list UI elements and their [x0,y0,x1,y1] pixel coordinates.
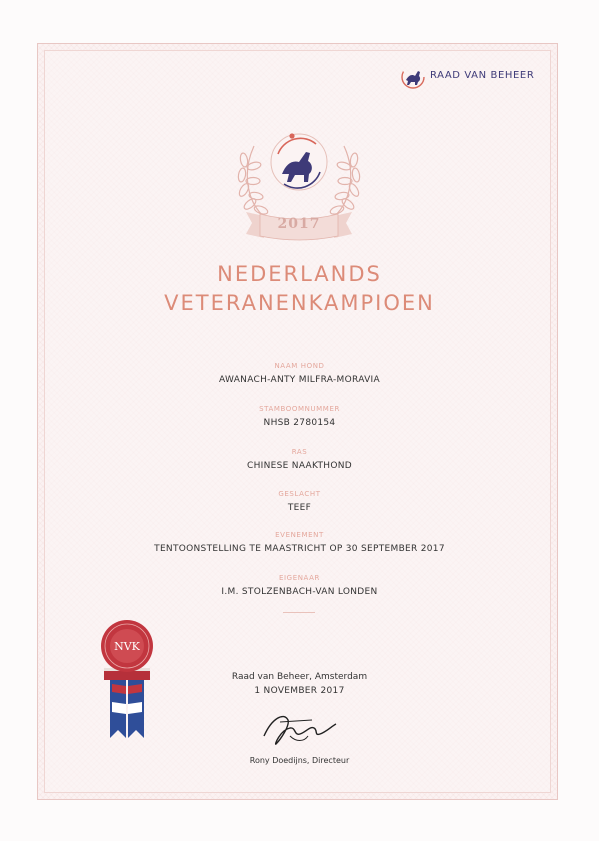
pedigree-number-value: NHSB 2780154 [263,418,336,428]
breed-label: RAS [291,448,308,456]
owner-value: I.M. STOLZENBACH-VAN LONDEN [221,587,378,597]
issue-date: 1 NOVEMBER 2017 [254,686,345,696]
award-year: 2017 [277,216,321,232]
nvk-rosette-seal [96,618,158,740]
pedigree-number-label: STAMBOOMNUMMER [259,405,340,413]
dog-name-label: NAAM HOND [274,362,325,370]
certificate-title-line-1: NEDERLANDS [217,262,382,286]
event-label: EVENEMENT [275,531,324,539]
director-signature [250,706,340,752]
event-value: TENTOONSTELLING TE MAASTRICHT OP 30 SEPTEMBER 2017 [154,544,445,554]
separator-rule [283,612,315,613]
owner-label: EIGENAAR [278,574,320,582]
dog-logo-icon [400,64,426,90]
signer-name: Rony Doedijns, Directeur [249,756,350,765]
sex-value: TEEF [287,503,312,513]
sex-label: GESLACHT [278,490,321,498]
raad-van-beheer-logo [400,64,535,100]
rosette-label: NVK [114,640,140,653]
certificate-title-line-2: VETERANENKAMPIOEN [164,291,435,315]
logo-name: RAAD VAN BEHEER [430,70,535,81]
issuing-place: Raad van Beheer, Amsterdam [231,672,368,682]
breed-value: CHINESE NAAKTHOND [247,461,352,471]
dog-name-value: AWANACH-ANTY MILFRA-MORAVIA [219,375,380,385]
